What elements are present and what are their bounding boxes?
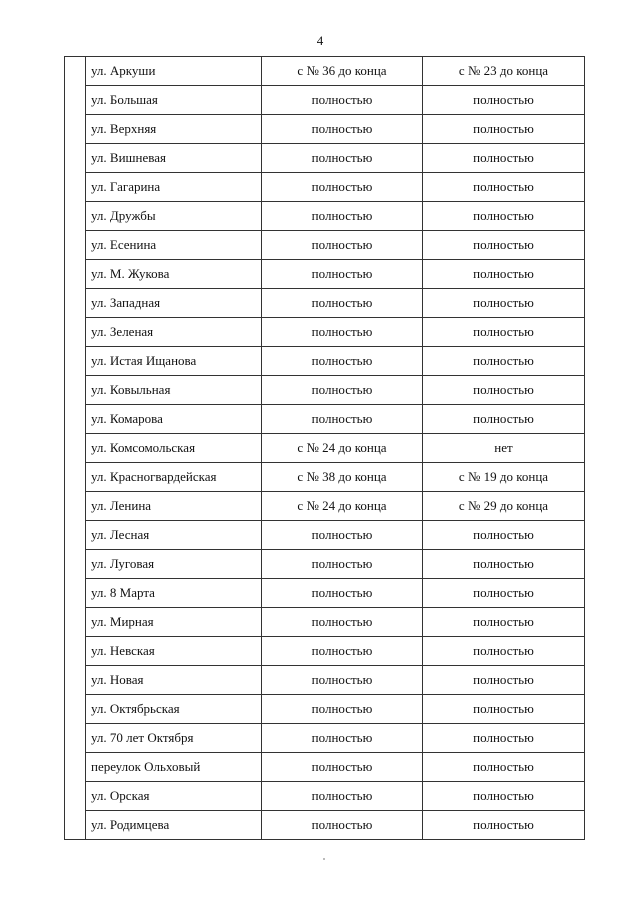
row-number-cell: [65, 260, 86, 289]
range-a-cell: полностью: [262, 579, 423, 608]
range-b-cell: полностью: [423, 231, 585, 260]
range-b-cell: полностью: [423, 144, 585, 173]
range-a-cell: полностью: [262, 695, 423, 724]
street-name-cell: ул. Вишневая: [86, 144, 262, 173]
range-b-cell: полностью: [423, 666, 585, 695]
range-a-cell: с № 24 до конца: [262, 492, 423, 521]
range-b-cell: полностью: [423, 260, 585, 289]
range-b-cell: полностью: [423, 376, 585, 405]
range-b-cell: полностью: [423, 405, 585, 434]
range-b-cell: полностью: [423, 202, 585, 231]
range-b-cell: полностью: [423, 173, 585, 202]
table-row: [65, 86, 585, 115]
row-number-cell: [65, 347, 86, 376]
street-name-cell: ул. Ленина: [86, 492, 262, 521]
range-a-cell: полностью: [262, 782, 423, 811]
range-a-cell: с № 38 до конца: [262, 463, 423, 492]
range-a-cell: полностью: [262, 347, 423, 376]
range-b-cell: полностью: [423, 521, 585, 550]
street-name-cell: ул. Комарова: [86, 405, 262, 434]
range-a-cell: полностью: [262, 318, 423, 347]
range-b-cell: полностью: [423, 782, 585, 811]
row-number-cell: [65, 463, 86, 492]
street-name-cell: ул. Комсомольская: [86, 434, 262, 463]
table-row: [65, 115, 585, 144]
table-row: [65, 666, 585, 695]
street-name-cell: ул. Октябрьская: [86, 695, 262, 724]
street-name-cell: ул. 70 лет Октября: [86, 724, 262, 753]
street-name-cell: ул. Лесная: [86, 521, 262, 550]
street-name-cell: ул. Есенина: [86, 231, 262, 260]
table-row: [65, 463, 585, 492]
range-a-cell: полностью: [262, 86, 423, 115]
street-name-cell: ул. Красногвардейская: [86, 463, 262, 492]
street-name-cell: ул. Западная: [86, 289, 262, 318]
table-row: [65, 492, 585, 521]
range-a-cell: с № 24 до конца: [262, 434, 423, 463]
scan-speck: [323, 858, 325, 860]
range-a-cell: полностью: [262, 753, 423, 782]
range-a-cell: полностью: [262, 260, 423, 289]
table-row: [65, 724, 585, 753]
row-number-cell: [65, 57, 86, 86]
range-a-cell: полностью: [262, 811, 423, 840]
range-a-cell: полностью: [262, 376, 423, 405]
street-name-cell: ул. Верхняя: [86, 115, 262, 144]
table-row: [65, 376, 585, 405]
street-name-cell: ул. Аркуши: [86, 57, 262, 86]
range-a-cell: полностью: [262, 231, 423, 260]
table-row: [65, 347, 585, 376]
row-number-cell: [65, 434, 86, 463]
table-row: [65, 144, 585, 173]
row-number-cell: [65, 811, 86, 840]
range-b-cell: полностью: [423, 347, 585, 376]
range-b-cell: нет: [423, 434, 585, 463]
range-b-cell: полностью: [423, 637, 585, 666]
street-name-cell: ул. Орская: [86, 782, 262, 811]
range-b-cell: полностью: [423, 289, 585, 318]
range-b-cell: полностью: [423, 115, 585, 144]
row-number-cell: [65, 115, 86, 144]
range-a-cell: полностью: [262, 608, 423, 637]
row-number-cell: [65, 550, 86, 579]
table-row: [65, 608, 585, 637]
range-a-cell: полностью: [262, 550, 423, 579]
table-row: [65, 289, 585, 318]
range-a-cell: полностью: [262, 173, 423, 202]
row-number-cell: [65, 318, 86, 347]
range-a-cell: полностью: [262, 289, 423, 318]
row-number-cell: [65, 492, 86, 521]
range-b-cell: полностью: [423, 579, 585, 608]
range-b-cell: полностью: [423, 608, 585, 637]
range-a-cell: полностью: [262, 666, 423, 695]
row-number-cell: [65, 579, 86, 608]
range-a-cell: полностью: [262, 202, 423, 231]
table-row: [65, 637, 585, 666]
table-row: [65, 202, 585, 231]
range-b-cell: полностью: [423, 724, 585, 753]
row-number-cell: [65, 695, 86, 724]
table-row: [65, 782, 585, 811]
street-name-cell: ул. Ковыльная: [86, 376, 262, 405]
street-name-cell: ул. М. Жукова: [86, 260, 262, 289]
street-name-cell: ул. Большая: [86, 86, 262, 115]
range-b-cell: полностью: [423, 695, 585, 724]
range-a-cell: с № 36 до конца: [262, 57, 423, 86]
range-a-cell: полностью: [262, 144, 423, 173]
table-row: [65, 579, 585, 608]
row-number-cell: [65, 782, 86, 811]
street-name-cell: ул. Невская: [86, 637, 262, 666]
row-number-cell: [65, 521, 86, 550]
range-b-cell: полностью: [423, 811, 585, 840]
row-number-cell: [65, 637, 86, 666]
street-name-cell: ул. Истая Ищанова: [86, 347, 262, 376]
table-row: [65, 550, 585, 579]
table-row: [65, 521, 585, 550]
range-b-cell: полностью: [423, 550, 585, 579]
row-number-cell: [65, 231, 86, 260]
street-name-cell: переулок Ольховый: [86, 753, 262, 782]
row-number-cell: [65, 202, 86, 231]
streets-table: [64, 56, 585, 840]
table-row: [65, 753, 585, 782]
range-a-cell: полностью: [262, 521, 423, 550]
row-number-cell: [65, 86, 86, 115]
table-row: [65, 695, 585, 724]
range-b-cell: с № 23 до конца: [423, 57, 585, 86]
range-a-cell: полностью: [262, 115, 423, 144]
street-name-cell: ул. Мирная: [86, 608, 262, 637]
street-name-cell: ул. 8 Марта: [86, 579, 262, 608]
table-row: [65, 260, 585, 289]
row-number-cell: [65, 608, 86, 637]
table-row: [65, 318, 585, 347]
page-number: 4: [316, 33, 324, 48]
range-a-cell: полностью: [262, 724, 423, 753]
row-number-cell: [65, 376, 86, 405]
street-name-cell: ул. Родимцева: [86, 811, 262, 840]
table-row: [65, 231, 585, 260]
street-name-cell: ул. Новая: [86, 666, 262, 695]
range-a-cell: полностью: [262, 405, 423, 434]
range-b-cell: полностью: [423, 753, 585, 782]
street-name-cell: ул. Луговая: [86, 550, 262, 579]
range-b-cell: с № 29 до конца: [423, 492, 585, 521]
row-number-cell: [65, 173, 86, 202]
table-row: [65, 434, 585, 463]
row-number-cell: [65, 724, 86, 753]
range-b-cell: полностью: [423, 318, 585, 347]
row-number-cell: [65, 289, 86, 318]
row-number-cell: [65, 753, 86, 782]
row-number-cell: [65, 666, 86, 695]
table-row: [65, 405, 585, 434]
range-a-cell: полностью: [262, 637, 423, 666]
table-row: [65, 57, 585, 86]
street-name-cell: ул. Зеленая: [86, 318, 262, 347]
row-number-cell: [65, 405, 86, 434]
streets-table-body: [65, 57, 585, 840]
street-name-cell: ул. Дружбы: [86, 202, 262, 231]
range-b-cell: с № 19 до конца: [423, 463, 585, 492]
range-b-cell: полностью: [423, 86, 585, 115]
street-name-cell: ул. Гагарина: [86, 173, 262, 202]
table-row: [65, 173, 585, 202]
row-number-cell: [65, 144, 86, 173]
table-row: [65, 811, 585, 840]
